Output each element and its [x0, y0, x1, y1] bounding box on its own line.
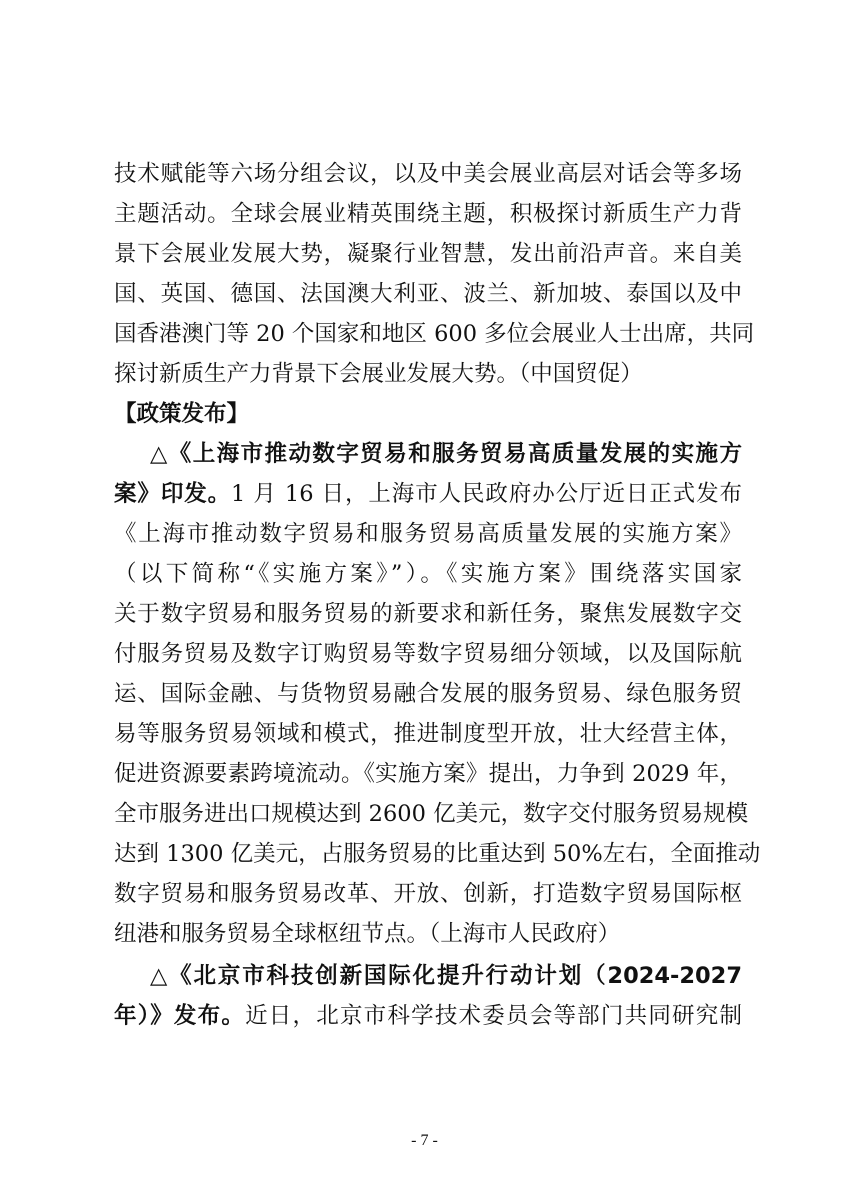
- paragraph-line: 达到 1300 亿美元，占服务贸易的比重达到 50%左右，全面推动: [114, 841, 761, 867]
- paragraph-line: （以下简称“《实施方案》”）。《实施方案》围绕落实国家: [114, 561, 742, 587]
- item-title: △《北京市科技创新国际化提升行动计划（2024-2027: [150, 963, 742, 989]
- page-number: - 7 -: [411, 1132, 438, 1149]
- paragraph-line: 纽港和服务贸易全球枢纽节点。（上海市人民政府）: [114, 921, 621, 947]
- paragraph-line: 全市服务进出口规模达到 2600 亿美元，数字交付服务贸易规模: [114, 801, 749, 827]
- item-title-line2: [114, 476, 742, 512]
- item-title: △《上海市推动数字贸易和服务贸易高质量发展的实施方: [150, 441, 742, 467]
- paragraph-line: 《上海市推动数字贸易和服务贸易高质量发展的实施方案》: [114, 521, 742, 547]
- paragraph-line: 国、英国、德国、法国澳大利亚、波兰、新加坡、泰国以及中: [114, 281, 742, 307]
- paragraph-line: 付服务贸易及数字订购贸易等数字贸易细分领域，以及国际航: [114, 641, 742, 667]
- paragraph-line: 数字贸易和服务贸易改革、开放、创新，打造数字贸易国际枢: [114, 881, 742, 907]
- section-heading: 【政策发布】: [114, 401, 250, 427]
- paragraph-line: 关于数字贸易和服务贸易的新要求和新任务，聚焦发展数字交: [114, 601, 742, 627]
- item-title-line2: [114, 998, 742, 1034]
- item-title-continued: 案》印发。: [114, 481, 232, 507]
- paragraph-line: 运、国际金融、与货物贸易融合发展的服务贸易、绿色服务贸: [114, 681, 742, 707]
- paragraph-line: 技术赋能等六场分组会议，以及中美会展业高层对话会等多场: [114, 161, 742, 187]
- item-text: 1 月 16 日，上海市人民政府办公厅近日正式发布: [231, 481, 742, 507]
- item-title-continued: 年）》发布。: [114, 1003, 246, 1029]
- paragraph-line: 景下会展业发展大势，凝聚行业智慧，发出前沿声音。来自美: [114, 241, 742, 267]
- paragraph-line: 易等服务贸易领域和模式，推进制度型开放，壮大经营主体，: [114, 721, 742, 747]
- paragraph-line: 主题活动。全球会展业精英围绕主题，积极探讨新质生产力背: [114, 201, 742, 227]
- item-text: 近日，北京市科学技术委员会等部门共同研究制: [245, 1003, 742, 1029]
- paragraph-line: 国香港澳门等 20 个国家和地区 600 多位会展业人士出席，共同: [114, 321, 755, 347]
- paragraph-line: 促进资源要素跨境流动。《实施方案》提出，力争到 2029 年，: [114, 761, 742, 787]
- paragraph-line: 探讨新质生产力背景下会展业发展大势。（中国贸促）: [114, 361, 643, 387]
